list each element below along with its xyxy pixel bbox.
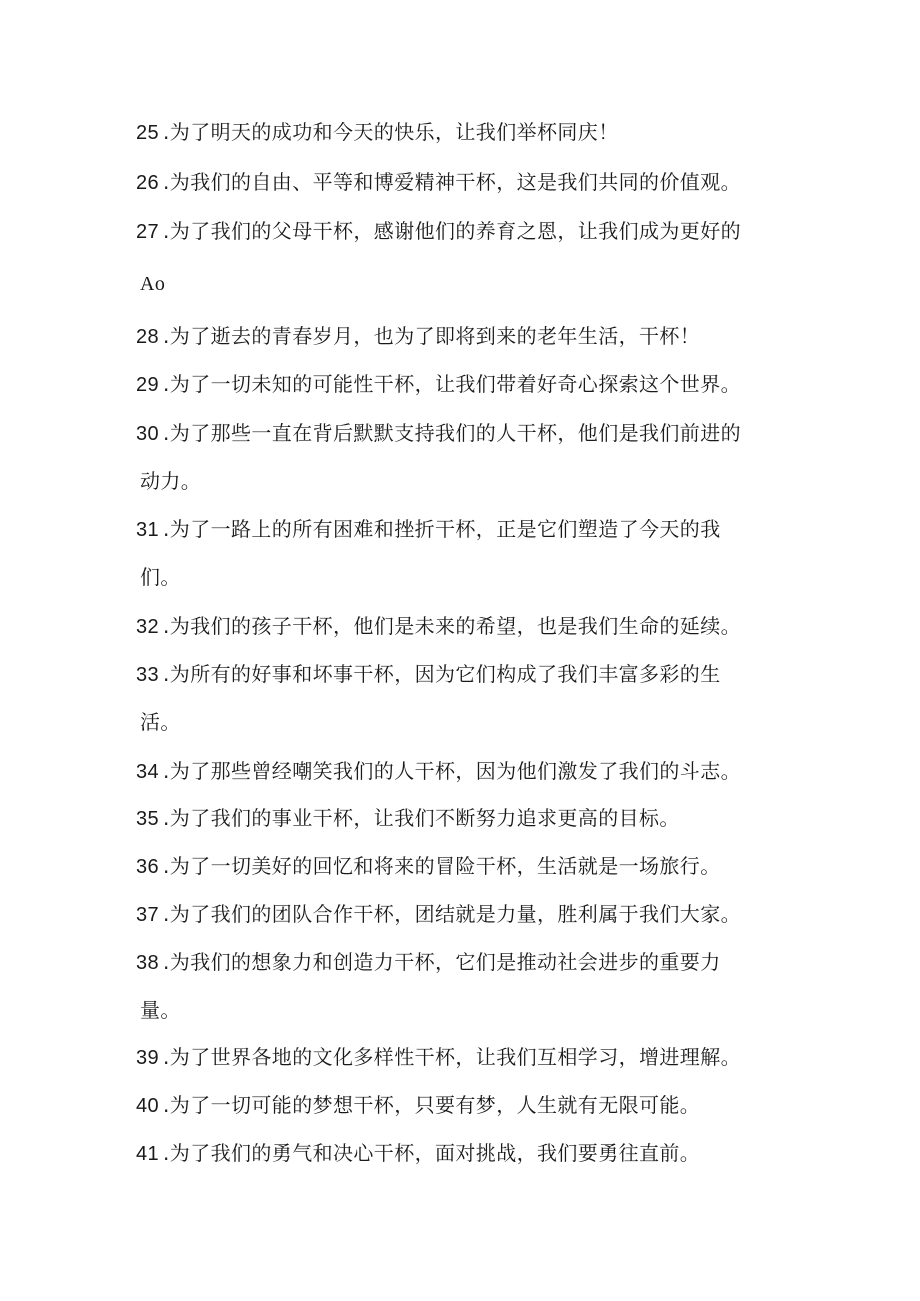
list-item (136, 854, 796, 879)
item-text: 活。 (140, 710, 181, 734)
list-item (136, 950, 796, 975)
list-item (136, 517, 796, 542)
item-number: 41 (136, 1143, 160, 1165)
item-text: .为了一切未知的可能性干杯，让我们带着好奇心探索这个世界。 (163, 372, 742, 396)
item-text: .为了一切美好的回忆和将来的冒险干杯，生活就是一场旅行。 (163, 854, 721, 878)
list-item (136, 1141, 796, 1166)
item-number: 35 (136, 808, 160, 830)
item-text: .为我们的自由、平等和博爱精神干杯，这是我们共同的价值观。 (163, 170, 742, 194)
list-item (136, 372, 796, 397)
item-text: .为了那些一直在背后默默支持我们的人干杯，他们是我们前进的 (163, 421, 742, 445)
list-item-continuation (136, 998, 796, 1023)
list-item (136, 219, 796, 244)
item-text: .为了那些曾经嘲笑我们的人干杯，因为他们激发了我们的斗志。 (163, 759, 742, 783)
item-number: 26 (136, 172, 160, 194)
item-number: 28 (136, 326, 160, 348)
item-number: 27 (136, 221, 160, 243)
item-text: .为我们的想象力和创造力干杯，它们是推动社会进步的重要力 (163, 950, 721, 974)
item-text: .为了逝去的青春岁月，也为了即将到来的老年生活，干杯！ (163, 324, 701, 348)
item-number: 40 (136, 1095, 160, 1117)
item-text: .为了我们的事业干杯，让我们不断努力追求更高的目标。 (163, 806, 680, 830)
item-text: .为了一路上的所有困难和挫折干杯，正是它们塑造了今天的我 (163, 517, 721, 541)
item-number: 33 (136, 664, 160, 686)
item-number: 34 (136, 761, 160, 783)
item-text: Ao (140, 273, 166, 295)
list-item (136, 324, 796, 349)
item-number: 37 (136, 904, 160, 926)
item-text: .为了一切可能的梦想干杯，只要有梦，人生就有无限可能。 (163, 1093, 701, 1117)
list-item (136, 614, 796, 639)
item-number: 38 (136, 952, 160, 974)
list-item (136, 806, 796, 831)
item-number: 25 (136, 122, 160, 144)
item-text: .为了我们的勇气和决心干杯，面对挑战，我们要勇往直前。 (163, 1141, 701, 1165)
list-item (136, 759, 796, 784)
item-number: 39 (136, 1047, 160, 1069)
item-number: 30 (136, 423, 160, 445)
item-text: .为了世界各地的文化多样性干杯，让我们互相学习，增进理解。 (163, 1045, 742, 1069)
list-item (136, 662, 796, 687)
item-text: 们。 (140, 565, 181, 589)
list-item (136, 1045, 796, 1070)
list-item (136, 421, 796, 446)
list-item-continuation (136, 565, 796, 590)
item-text: .为所有的好事和坏事干杯，因为它们构成了我们丰富多彩的生 (163, 662, 721, 686)
item-number: 32 (136, 616, 160, 638)
item-text: .为了我们的团队合作干杯，团结就是力量，胜利属于我们大家。 (163, 902, 742, 926)
list-item-continuation (136, 469, 796, 494)
item-text: .为我们的孩子干杯，他们是未来的希望，也是我们生命的延续。 (163, 614, 742, 638)
list-item (136, 170, 796, 195)
item-text: .为了我们的父母干杯，感谢他们的养育之恩，让我们成为更好的 (163, 219, 742, 243)
item-number: 29 (136, 374, 160, 396)
list-item (136, 120, 796, 145)
list-item (136, 1093, 796, 1118)
item-number: 36 (136, 856, 160, 878)
list-item-continuation (136, 710, 796, 735)
list-item-continuation (136, 271, 796, 296)
item-number: 31 (136, 519, 160, 541)
item-text: .为了明天的成功和今天的快乐，让我们举杯同庆！ (163, 120, 619, 144)
item-text: 量。 (140, 998, 181, 1022)
item-text: 动力。 (140, 469, 202, 493)
list-item (136, 902, 796, 927)
